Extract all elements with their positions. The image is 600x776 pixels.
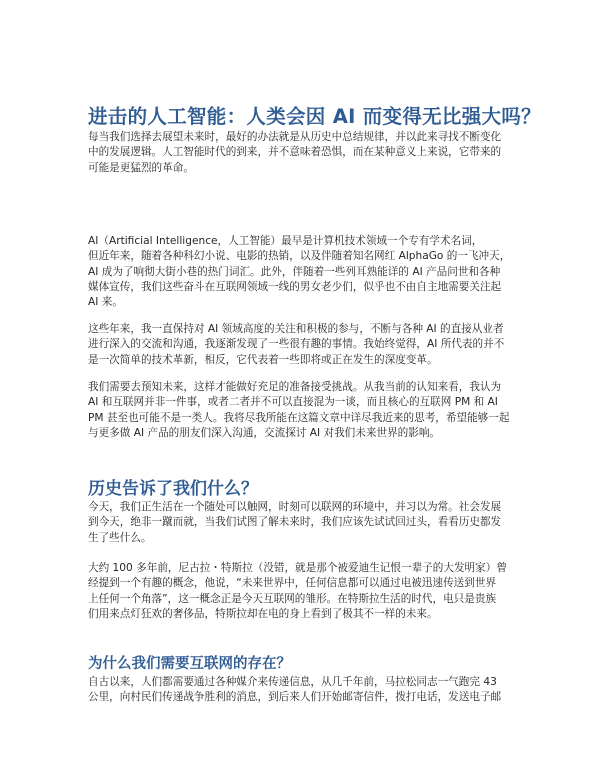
text-line: 公里，向村民们传递战争胜利的消息，到后来人们开始邮寄信件，拨打电话，发送电子邮	[88, 691, 502, 704]
paragraph-media	[88, 675, 528, 706]
text-line: AI 和互联网并非一件事，或者二者并不可以直接混为一谈，而且核心的互联网 PM 和 AI	[88, 396, 498, 409]
section-heading-history: 历史告诉了我们什么？	[88, 479, 258, 499]
text-line: 媒体宣传，我们这些奋斗在互联网领域一线的男女老少们，似乎也不由自主地需要关注起	[88, 280, 502, 293]
text-line: 可能是更猛烈的革命。	[88, 161, 194, 174]
text-line: 今天，我们正生活在一个随处可以触网，时刻可以联网的环境中，并习以为常。社会发展	[88, 501, 502, 513]
text-line: AI 来。	[88, 296, 123, 309]
text-line: 但近年来，随着各种科幻小说、电影的热销，以及伴随着知名网红 AlphaGo 的一飞冲天，	[88, 250, 511, 263]
paragraph-future	[88, 380, 528, 441]
paragraph-tesla	[88, 561, 528, 622]
text-line: 进行深入的交流和沟通，我逐渐发现了一些很有趣的事情。我始终觉得，AI 所代表的并不	[88, 338, 505, 351]
section-heading-internet: 为什么我们需要互联网的存在？	[88, 656, 291, 672]
paragraph-ai-definition	[88, 234, 528, 310]
text-line: PM 甚至也可能不是一类人。我将尽我所能在这篇文章中详尽我近来的思考，希望能够一起	[88, 411, 510, 424]
text-line: 们用来点灯狂欢的奢侈品，特斯拉却在电的身上看到了极其不一样的未来。	[88, 607, 438, 620]
text-line: 大约 100 多年前，尼古拉・特斯拉（没错，就是那个被爱迪生记恨一辈子的大发明家）曾	[88, 562, 507, 574]
text-line: 生了些什么。	[88, 531, 152, 544]
text-line: 我们需要去预知未来，这样才能做好充足的准备接受挑战。从我当前的认知来看，我认为	[88, 381, 502, 393]
paragraph-attention	[88, 322, 528, 368]
text-line: 到今天，绝非一蹴而就，当我们试图了解未来时，我们应该先试试回过头，看看历史都发	[88, 516, 502, 529]
page-title: 进击的人工智能：人类会因 AI 而变得无比强大吗？	[88, 105, 541, 128]
text-line: 每当我们选择去展望未来时，最好的办法就是从历史中总结规律，并以此来寻找不断变化	[88, 131, 502, 143]
text-line: 自古以来，人们都需要通过各种媒介来传递信息，从几千年前，马拉松同志一气跑完 43	[88, 676, 497, 688]
intro-paragraph	[88, 130, 528, 176]
text-line: 这些年来，我一直保持对 AI 领域高度的关注和积极的参与，不断与各种 AI 的直接从业者	[88, 323, 504, 335]
text-line: AI 成为了响彻大街小巷的热门词汇。此外，伴随着一些列耳熟能详的 AI 产品问世和各种	[88, 265, 501, 278]
text-line: 经提到一个有趣的概念，他说，“未来世界中，任何信息都可以通过电被迅速传送到世界	[88, 577, 497, 590]
text-line: 中的发展逻辑。人工智能时代的到来，并不意味着恐惧，而在某种意义上来说，它带来的	[88, 146, 502, 159]
text-line: 上任何一个角落”，这一概念正是今天互联网的雏形。在特斯拉生活的时代，电只是贵族	[88, 592, 497, 605]
paragraph-today	[88, 500, 528, 546]
text-line: 是一次简单的技术革新，相反，它代表着一些即将或正在发生的深度变革。	[88, 353, 438, 366]
text-line: 与更多做 AI 产品的朋友们深入沟通，交流探讨 AI 对我们未来世界的影响。	[88, 426, 441, 439]
text-line: AI（Artificial Intelligence，人工智能）最早是计算机技术领域一个专有学术名词，	[88, 235, 483, 247]
